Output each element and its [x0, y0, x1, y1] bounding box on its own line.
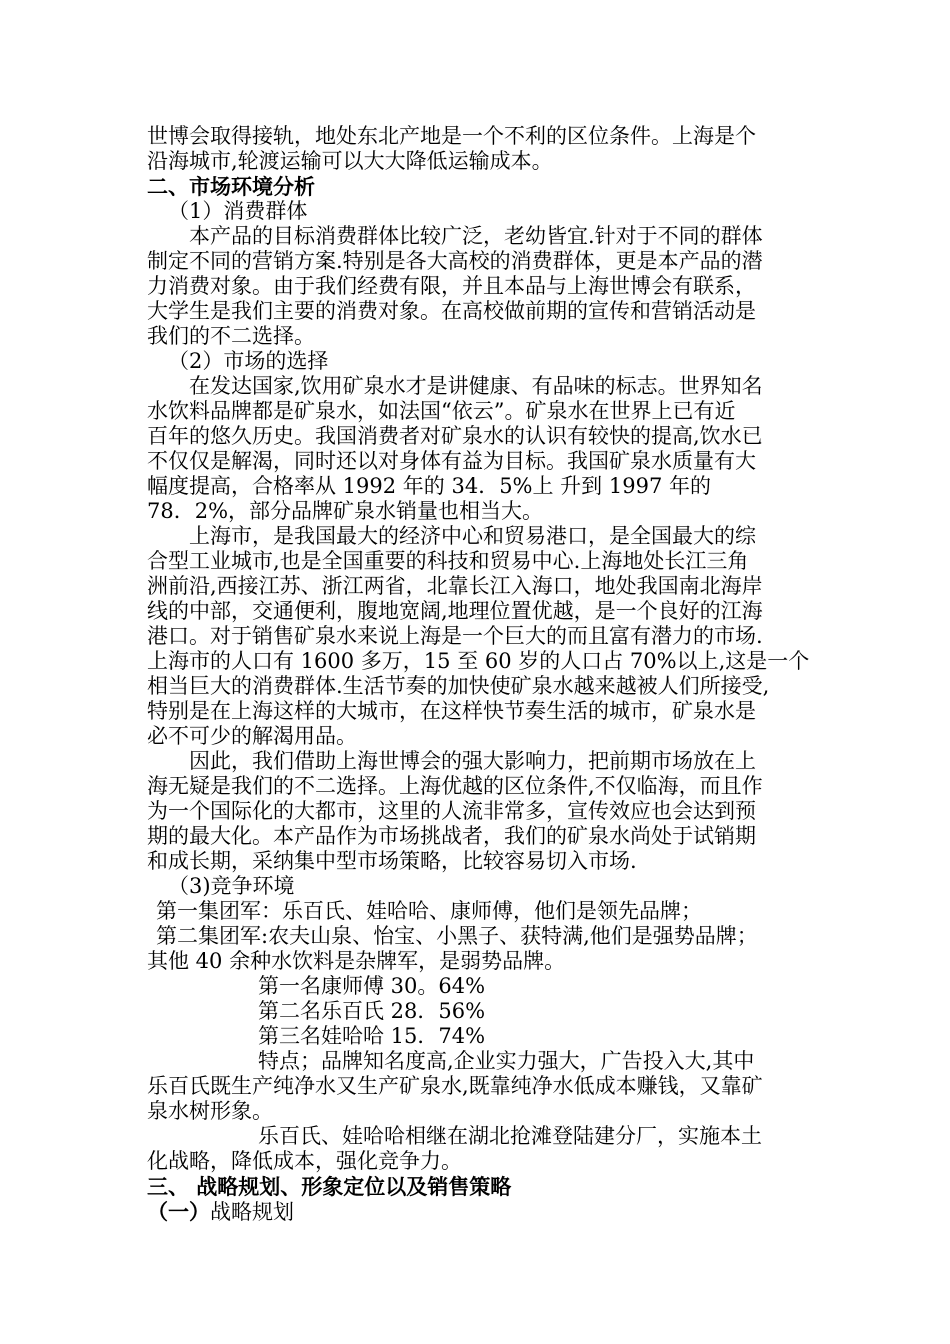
paragraph-line: 上海市的人口有 1600 多万，15 至 60 岁的人口占 70%以上,这是一个 [147, 649, 810, 673]
paragraph-line: 化战略，降低成本，强化竞争力。 [147, 1149, 462, 1173]
subheading-consumers: （1）消费群体 [168, 199, 308, 223]
paragraph-line: 在发达国家,饮用矿泉水才是讲健康、有品味的标志。世界知名 [189, 374, 763, 398]
paragraph-line: 为一个国际化的大都市，这里的人流非常多，宣传效应也会达到预 [147, 799, 756, 823]
paragraph-line: 我们的不二选择。 [147, 324, 315, 348]
section-heading-market-analysis: 二、市场环境分析 [147, 174, 315, 199]
subheading-text: 战略规划 [210, 1200, 294, 1224]
paragraph-line: 百年的悠久历史。我国消费者对矿泉水的认识有较快的提高,饮水已 [147, 424, 763, 448]
paragraph-line: 港口。对于销售矿泉水来说上海是一个巨大的而且富有潜力的市场. [147, 624, 763, 648]
paragraph-line: 上海市，是我国最大的经济中心和贸易港口，是全国最大的综 [189, 524, 756, 548]
competitor-group-line: 第一集团军：乐百氏、娃哈哈、康师傅，他们是领先品牌； [156, 899, 702, 923]
intro-line: 世博会取得接轨，地处东北产地是一个不利的区位条件。上海是个 [147, 124, 756, 148]
paragraph-line: 本产品的目标消费群体比较广泛，老幼皆宜.针对于不同的群体 [189, 224, 763, 248]
paragraph-line: 制定不同的营销方案.特别是各大高校的消费群体，更是本产品的潜 [147, 249, 763, 273]
subheading-competition: （3)竞争环境 [168, 874, 295, 898]
ranking-line: 第一名康师傅 30。64% [258, 974, 486, 998]
paragraph-line: 特别是在上海这样的大城市，在这样快节奏生活的城市，矿泉水是 [147, 699, 756, 723]
subheading-strategic-planning [147, 1199, 294, 1225]
paragraph-line: 线的中部，交通便利，腹地宽阔,地理位置优越，是一个良好的江海 [147, 599, 763, 623]
paragraph-line: 力消费对象。由于我们经费有限，并且本品与上海世博会有联系， [147, 274, 756, 298]
paragraph-line: 相当巨大的消费群体.生活节奏的加快使矿泉水越来越被人们所接受, [147, 674, 770, 698]
paragraph-line: 大学生是我们主要的消费对象。在高校做前期的宣传和营销活动是 [147, 299, 756, 323]
paragraph-line: 特点；品牌知名度高,企业实力强大，广告投入大,其中 [258, 1049, 755, 1073]
paragraph-line: 泉水树形象。 [147, 1099, 273, 1123]
paragraph-line: 期的最大化。本产品作为市场挑战者，我们的矿泉水尚处于试销期 [147, 824, 756, 848]
paragraph-line: 乐百氏既生产纯净水又生产矿泉水,既靠纯净水低成本赚钱，又靠矿 [147, 1074, 763, 1098]
intro-line: 沿海城市,轮渡运输可以大大降低运输成本。 [147, 149, 553, 173]
ranking-line: 第二名乐百氏 28．56% [258, 999, 486, 1023]
paragraph-line: 洲前沿,西接江苏、浙江两省，北靠长江入海口，地处我国南北海岸 [147, 574, 763, 598]
paragraph-line: 海无疑是我们的不二选择。上海优越的区位条件,不仅临海，而且作 [147, 774, 763, 798]
paragraph-line: 合型工业城市,也是全国重要的科技和贸易中心.上海地处长江三角 [147, 549, 749, 573]
paragraph-line: 因此，我们借助上海世博会的强大影响力，把前期市场放在上 [189, 749, 756, 773]
paragraph-line: 水饮料品牌都是矿泉水，如法国“依云”。矿泉水在世界上已有近 [147, 399, 736, 423]
ranking-line: 第三名娃哈哈 15．74% [258, 1024, 486, 1048]
section-heading-strategy: 三、 战略规划、形象定位以及销售策略 [147, 1174, 512, 1199]
competitor-group-line: 其他 40 余种水饮料是杂牌军，是弱势品牌。 [147, 949, 566, 973]
subheading-number: （一） [147, 1199, 210, 1224]
paragraph-line: 不仅仅是解渴，同时还以对身体有益为目标。我国矿泉水质量有大 [147, 449, 756, 473]
competitor-group-line: 第二集团军:农夫山泉、怡宝、小黑子、获特满,他们是强势品牌； [156, 924, 758, 948]
subheading-market-selection: （2）市场的选择 [168, 349, 329, 373]
paragraph-line: 必不可少的解渴用品。 [147, 724, 357, 748]
paragraph-line: 78．2%，部分品牌矿泉水销量也相当大。 [147, 499, 544, 523]
paragraph-line: 幅度提高，合格率从 1992 年的 34．5%上 升到 1997 年的 [147, 474, 711, 498]
paragraph-line: 和成长期，采纳集中型市场策略，比较容易切入市场. [147, 849, 637, 873]
paragraph-line: 乐百氏、娃哈哈相继在湖北抢滩登陆建分厂，实施本土 [258, 1124, 762, 1148]
